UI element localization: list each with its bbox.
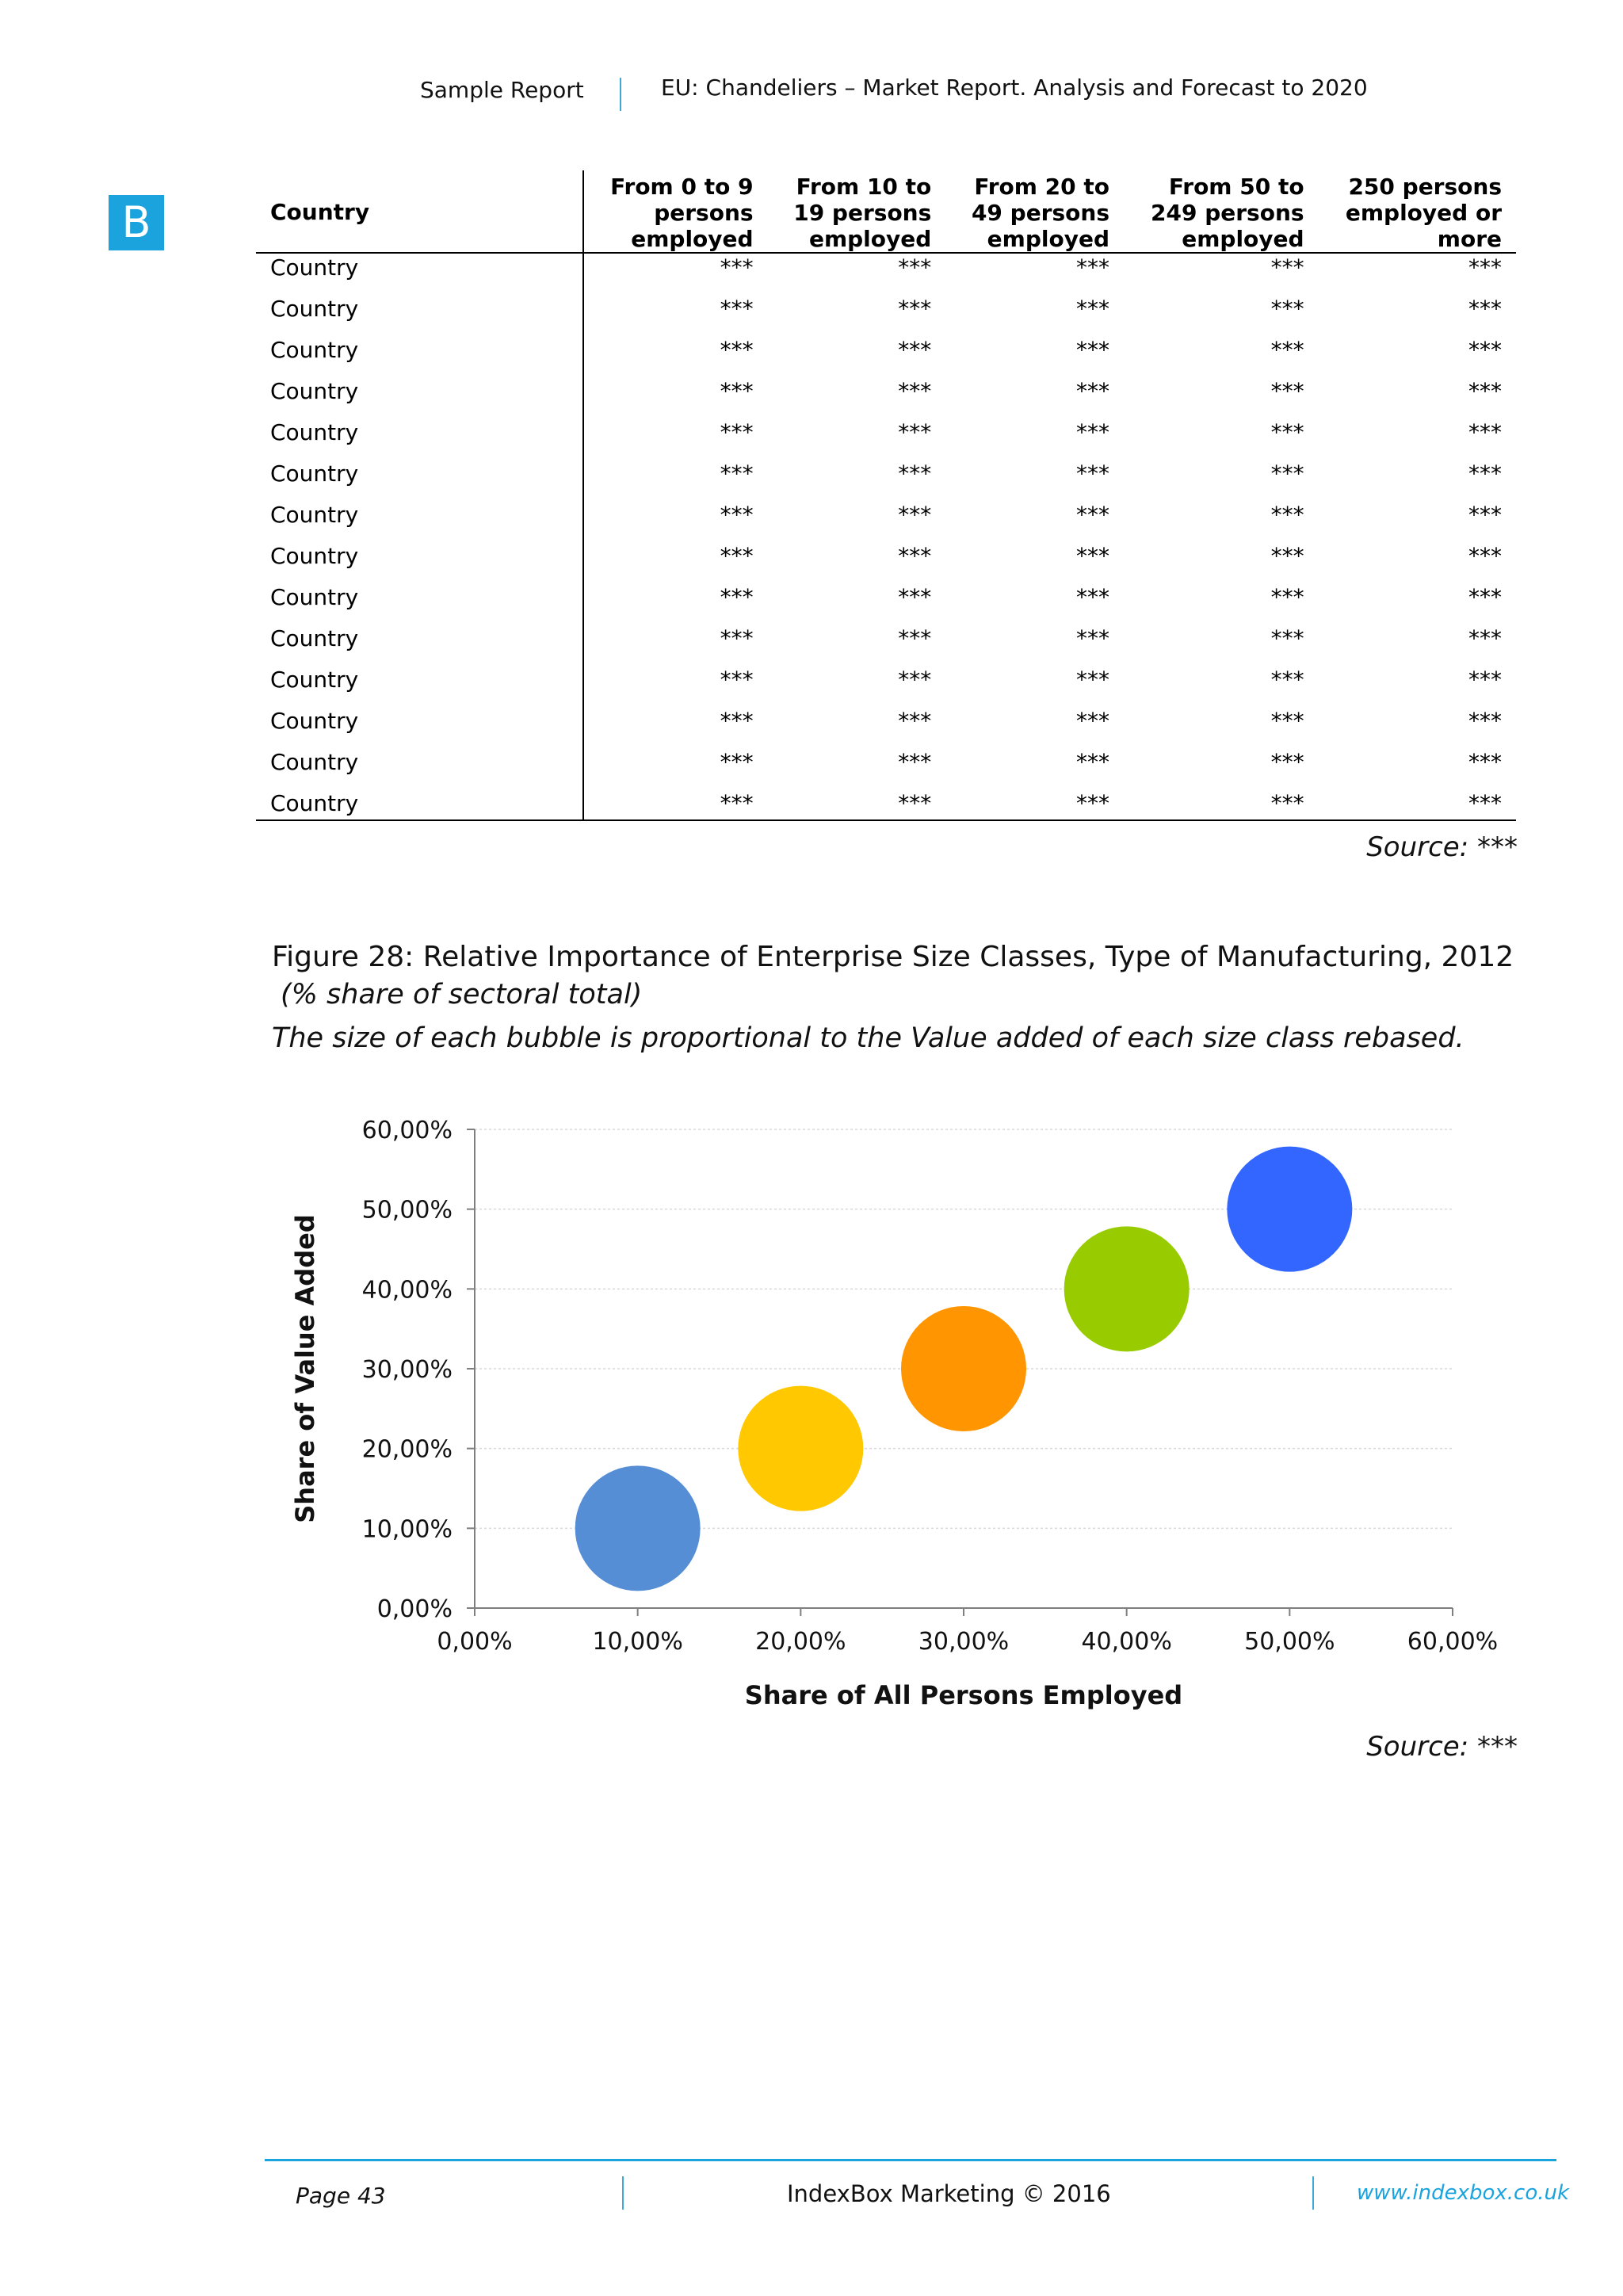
row-country-cell: Country xyxy=(256,666,583,707)
row-value-cell: *** xyxy=(1270,543,1304,569)
x-tick-label: 40,00% xyxy=(1081,1628,1172,1656)
col-header-10-19: From 10 to 19 persons employed xyxy=(793,174,932,252)
footer-copyright: IndexBox Marketing © 2016 xyxy=(787,2180,1111,2207)
col-header-50-249: From 50 to 249 persons employed xyxy=(1151,174,1304,252)
bubble xyxy=(1227,1147,1352,1272)
row-country-cell: Country xyxy=(256,336,583,377)
row-value-cell: *** xyxy=(1076,790,1109,816)
row-value-cell: *** xyxy=(1270,667,1304,693)
row-value-cell: *** xyxy=(1076,337,1109,363)
col-header-20-49: From 20 to 49 persons employed xyxy=(971,174,1109,252)
row-value-cell: *** xyxy=(1076,584,1109,610)
row-value-cell: *** xyxy=(898,254,932,281)
col-header-250-plus: 250 persons employed or more xyxy=(1345,174,1502,252)
row-country-cell: Country xyxy=(256,501,583,542)
row-value-cell: *** xyxy=(1076,543,1109,569)
row-value-cell: *** xyxy=(1270,749,1304,775)
row-value-cell: *** xyxy=(898,543,932,569)
x-tick-label: 50,00% xyxy=(1244,1628,1335,1656)
x-tick-label: 0,00% xyxy=(437,1628,513,1656)
row-value-cell: *** xyxy=(1468,460,1502,487)
row-value-cell: *** xyxy=(1270,502,1304,528)
row-country-cell: Country xyxy=(256,253,583,295)
row-value-cell: *** xyxy=(898,708,932,734)
row-country-cell: Country xyxy=(256,583,583,625)
row-value-cell: *** xyxy=(720,460,754,487)
row-country-cell: Country xyxy=(256,625,583,666)
row-value-cell: *** xyxy=(1468,502,1502,528)
x-tick-label: 30,00% xyxy=(918,1628,1010,1656)
row-value-cell: *** xyxy=(1270,419,1304,445)
row-country-cell: Country xyxy=(256,460,583,501)
figure-subtitle: (% share of sectoral total) xyxy=(281,979,643,1010)
row-value-cell: *** xyxy=(1468,584,1502,610)
row-value-cell: *** xyxy=(1076,378,1109,404)
row-value-cell: *** xyxy=(1076,460,1109,487)
row-value-cell: *** xyxy=(1468,296,1502,322)
row-value-cell: *** xyxy=(720,254,754,281)
row-value-cell: *** xyxy=(1270,790,1304,816)
bubble xyxy=(1064,1226,1190,1351)
row-value-cell: *** xyxy=(720,790,754,816)
col-header-country: Country xyxy=(256,170,583,253)
footer-page-number: Page 43 xyxy=(296,2183,386,2209)
row-value-cell: *** xyxy=(720,584,754,610)
row-country-cell: Country xyxy=(256,789,583,820)
figure-note: The size of each bubble is proportional to the Value added of each size class rebased. xyxy=(272,1022,1465,1054)
footer-line xyxy=(265,2159,1556,2161)
row-value-cell: *** xyxy=(720,296,754,322)
row-value-cell: *** xyxy=(898,419,932,445)
row-value-cell: *** xyxy=(1270,296,1304,322)
row-value-cell: *** xyxy=(1076,667,1109,693)
row-value-cell: *** xyxy=(898,749,932,775)
row-value-cell: *** xyxy=(720,625,754,651)
y-tick-label: 30,00% xyxy=(361,1356,453,1384)
row-value-cell: *** xyxy=(1468,667,1502,693)
row-value-cell: *** xyxy=(720,708,754,734)
y-tick-label: 20,00% xyxy=(361,1435,453,1464)
y-tick-label: 10,00% xyxy=(361,1515,453,1544)
row-value-cell: *** xyxy=(1468,708,1502,734)
row-value-cell: *** xyxy=(720,749,754,775)
row-value-cell: *** xyxy=(1468,790,1502,816)
row-value-cell: *** xyxy=(1468,749,1502,775)
row-value-cell: *** xyxy=(720,337,754,363)
row-value-cell: *** xyxy=(898,378,932,404)
x-tick-label: 60,00% xyxy=(1407,1628,1499,1656)
bubble xyxy=(575,1465,701,1591)
footer-divider-right xyxy=(1312,2176,1314,2210)
row-country-cell: Country xyxy=(256,377,583,418)
row-value-cell: *** xyxy=(720,543,754,569)
row-value-cell: *** xyxy=(898,296,932,322)
header-sample-report: Sample Report xyxy=(420,77,584,103)
header-report-title: EU: Chandeliers – Market Report. Analysis and Forecast to 2020 xyxy=(661,74,1368,101)
row-value-cell: *** xyxy=(1468,337,1502,363)
row-value-cell: *** xyxy=(1076,419,1109,445)
footer-website-link[interactable]: www.indexbox.co.uk xyxy=(1357,2181,1570,2205)
row-country-cell: Country xyxy=(256,295,583,336)
y-tick-label: 0,00% xyxy=(376,1595,453,1623)
bubble xyxy=(738,1386,863,1511)
row-value-cell: *** xyxy=(898,337,932,363)
table-source: Source: *** xyxy=(1366,831,1518,863)
row-country-cell: Country xyxy=(256,748,583,789)
footer-divider-left xyxy=(622,2176,624,2210)
row-value-cell: *** xyxy=(1468,543,1502,569)
y-tick-label: 50,00% xyxy=(361,1196,453,1224)
row-value-cell: *** xyxy=(1270,708,1304,734)
x-axis-label: Share of All Persons Employed xyxy=(744,1680,1183,1710)
x-tick-label: 10,00% xyxy=(592,1628,683,1656)
row-value-cell: *** xyxy=(720,502,754,528)
row-country-cell: Country xyxy=(256,418,583,460)
y-axis-label: Share of Value Added xyxy=(290,1214,320,1523)
row-value-cell: *** xyxy=(1076,502,1109,528)
chart-source: Source: *** xyxy=(1366,1731,1518,1763)
y-tick-label: 60,00% xyxy=(361,1117,453,1144)
row-value-cell: *** xyxy=(1076,749,1109,775)
row-value-cell: *** xyxy=(1270,625,1304,651)
row-value-cell: *** xyxy=(720,667,754,693)
col-header-0-9: From 0 to 9 persons employed xyxy=(610,174,754,252)
row-value-cell: *** xyxy=(1076,708,1109,734)
row-value-cell: *** xyxy=(898,667,932,693)
row-value-cell: *** xyxy=(898,502,932,528)
row-country-cell: Country xyxy=(256,542,583,583)
row-value-cell: *** xyxy=(1270,584,1304,610)
row-value-cell: *** xyxy=(1076,296,1109,322)
indexbox-logo: B xyxy=(109,195,164,250)
y-tick-label: 40,00% xyxy=(361,1276,453,1305)
row-value-cell: *** xyxy=(1076,625,1109,651)
row-value-cell: *** xyxy=(1270,460,1304,487)
row-value-cell: *** xyxy=(1270,337,1304,363)
row-value-cell: *** xyxy=(1468,419,1502,445)
row-value-cell: *** xyxy=(1270,378,1304,404)
row-value-cell: *** xyxy=(1468,625,1502,651)
row-value-cell: *** xyxy=(898,460,932,487)
x-tick-label: 20,00% xyxy=(755,1628,846,1656)
row-country-cell: Country xyxy=(256,707,583,748)
row-value-cell: *** xyxy=(1270,254,1304,281)
row-value-cell: *** xyxy=(1468,378,1502,404)
bubble xyxy=(901,1306,1026,1431)
row-value-cell: *** xyxy=(720,378,754,404)
row-value-cell: *** xyxy=(898,584,932,610)
row-value-cell: *** xyxy=(1076,254,1109,281)
row-value-cell: *** xyxy=(898,790,932,816)
figure-title: Figure 28: Relative Importance of Enterprise Size Classes, Type of Manufacturing, 2012 xyxy=(272,941,1514,973)
row-value-cell: *** xyxy=(1468,254,1502,281)
row-value-cell: *** xyxy=(720,419,754,445)
row-value-cell: *** xyxy=(898,625,932,651)
